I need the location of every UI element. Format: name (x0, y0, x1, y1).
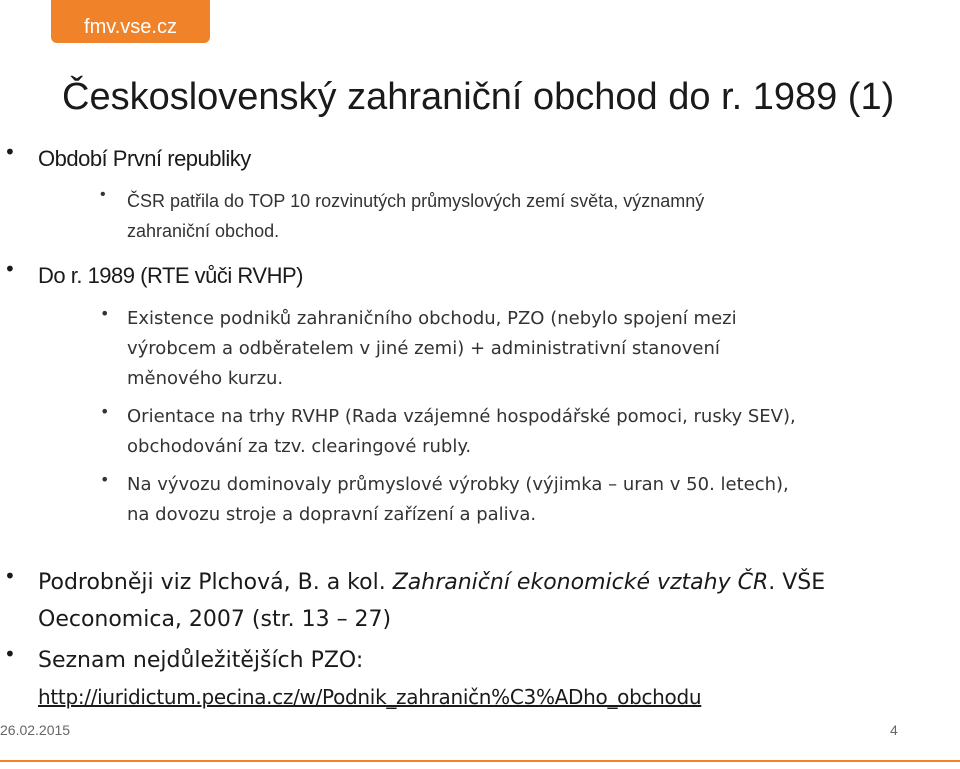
footer-page-number: 4 (890, 722, 898, 738)
section-heading: Do r. 1989 (RTE vůči RVHP) (38, 263, 303, 288)
sub-bullet-pzo (100, 304, 737, 394)
bullet-line: obchodování za tzv. clearingové rubly. (127, 436, 472, 457)
bullet-line: Orientace na trhy RVHP (Rada vzájemné hospodářské pomoci, rusky SEV), (127, 406, 796, 427)
reference-prefix: Podrobněji viz Plchová, B. a kol. (38, 570, 393, 595)
bullet-reference (0, 564, 825, 638)
bullet-line: ČSR patřila do TOP 10 rozvinutých průmyslových zemí světa, významný (127, 191, 705, 211)
site-tab (51, 0, 210, 43)
reference-line-2: Oeconomica, 2007 (str. 13 – 27) (38, 607, 392, 632)
sub-bullet-rvhp (100, 402, 796, 462)
section-heading: Období První republiky (38, 146, 251, 171)
bullet-line: Existence podniků zahraničního obchodu, PZO (nebylo spojení mezi (127, 308, 737, 329)
reference-book-title: Zahraniční ekonomické vztahy ČR (392, 570, 769, 595)
bullet-until-1989 (0, 257, 303, 294)
bullet-icon: • (100, 304, 110, 323)
bullet-icon: • (100, 402, 110, 421)
bullet-icon: • (4, 140, 16, 164)
sub-bullet-top10 (100, 186, 704, 246)
footer-divider (0, 760, 960, 769)
bullet-icon: • (100, 186, 106, 203)
bullet-icon: • (100, 470, 110, 489)
slide-title: Československý zahraniční obchod do r. 1989 (1) (62, 76, 895, 118)
bullet-line: na dovozu stroje a dopravní zařízení a paliva. (127, 504, 537, 525)
pzo-list-link[interactable]: http://iuridictum.pecina.cz/w/Podnik_zahraničn%C3%ADho_obchodu (38, 685, 702, 709)
bullet-pzo-list (0, 642, 701, 716)
pzo-list-label: Seznam nejdůležitějších PZO: (38, 648, 364, 673)
bullet-line: měnového kurzu. (127, 368, 284, 389)
bullet-line: výrobcem a odběratelem v jiné zemi) + administrativní stanovení (127, 338, 720, 359)
site-label: fmv.vse.cz (84, 16, 177, 38)
reference-line-1 (38, 564, 825, 601)
bullet-icon: • (4, 564, 16, 588)
bullet-line: zahraniční obchod. (127, 221, 280, 241)
bullet-line: Na vývozu dominovaly průmyslové výrobky (výjimka – uran v 50. letech), (127, 474, 789, 495)
bullet-icon: • (4, 642, 16, 666)
reference-suffix: . VŠE (768, 570, 826, 595)
bullet-icon: • (4, 257, 16, 281)
bullet-first-republic (0, 140, 251, 177)
footer-date: 26.02.2015 (0, 722, 71, 738)
sub-bullet-export (100, 470, 789, 530)
